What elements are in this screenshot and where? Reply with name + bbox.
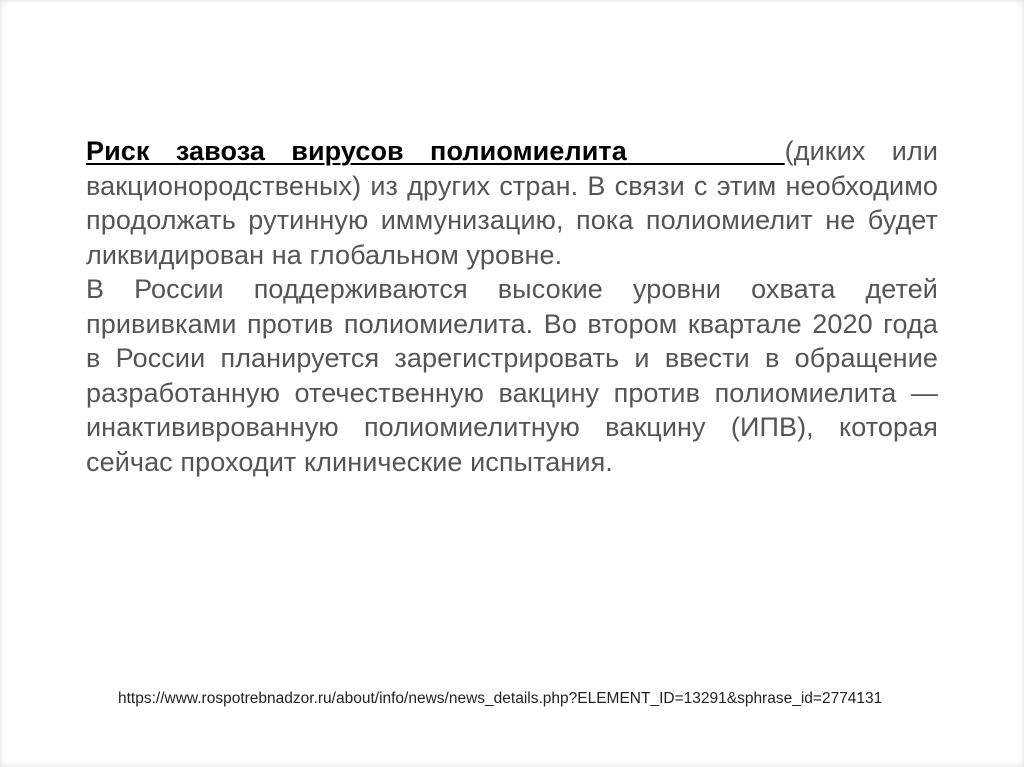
heading-underline-gap [627, 136, 785, 166]
paragraph-russia: В России поддерживаются высокие уровни охвата детей прививками против полиомиелита. Во втором квартале 2020 года в России планируется зарегистрировать и ввести в обращение разработанную отечественную вакцину против полиомиелита — инактививрованную полиомиелитную вакцину (ИПВ), которая сейчас проходит клинические испытания. [86, 274, 938, 477]
source-link[interactable]: https://www.rospotrebnadzor.ru/about/info/news/news_details.php?ELEMENT_ID=13291&sphrase_id=2774131 [118, 690, 883, 707]
main-text-block [86, 134, 938, 479]
heading-risk: Риск завоза вирусов полиомиелита [86, 136, 627, 166]
paragraph-risk-text: (диких или вакционородственых) из других стран. В связи с этим необходимо продолжать рутинную иммунизацию, пока полиомиелит не будет ликвидирован на глобальном уровне. [86, 136, 938, 270]
paragraph-risk [86, 134, 938, 272]
